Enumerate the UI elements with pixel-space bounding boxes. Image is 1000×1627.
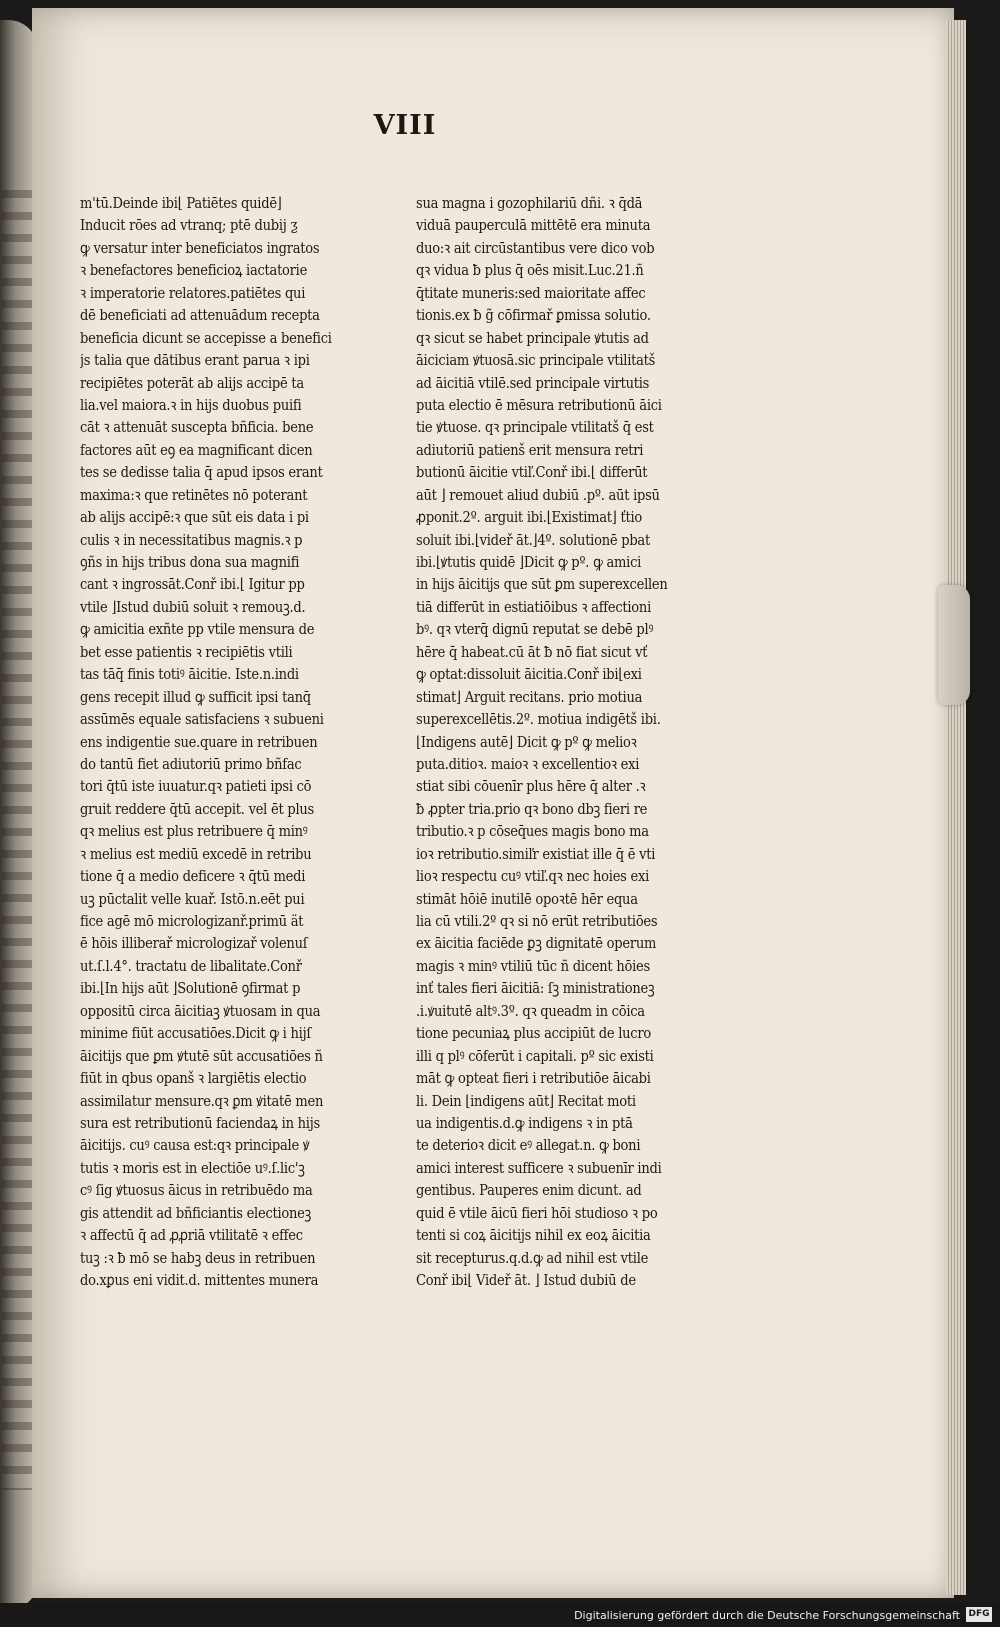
text-line: ꝙ optat:dissoluit āicitia.Conř ibi⌊exi bbox=[416, 665, 642, 684]
text-line: āicitijs que ꝑm ꝟtutē sūt accusatiōes ñ bbox=[80, 1046, 323, 1065]
text-line: quid ē vtile āicū fieri hōi studioso ꝛ po bbox=[416, 1203, 658, 1222]
text-line: ꝛ imperatorie relatores.patiētes qui bbox=[80, 283, 306, 302]
text-line: ibi.⌊In hijs aūt ⌋Solutionē ꝯfirmat p bbox=[80, 979, 301, 998]
text-line: stiat sibi cōuenīr plus hēre q̄ alter .ꝛ bbox=[416, 777, 646, 796]
text-line: factores aūt eꝯ ea magnificant dicen bbox=[80, 440, 313, 459]
text-line: ꝛ affectū q̄ ad ꝓꝓriā vtilitatē ꝛ effec bbox=[80, 1226, 303, 1245]
text-line: tionis.ex ƀ g̃ cōfirmař ꝑmissa solutio. bbox=[416, 306, 651, 325]
text-line: recipiētes poterāt ab alijs accipē ta bbox=[80, 373, 304, 392]
text-line: ut.ſ.l.4°. tractatu de libalitate.Conř bbox=[80, 956, 302, 975]
text-line: beneficia dicunt se accepisse a benefici bbox=[80, 328, 332, 347]
text-line: gis attendit ad bñficiantis electioneꝫ bbox=[80, 1203, 312, 1222]
text-line: butionū āicitie vtiľ.Conř ibi.⌊ differūt bbox=[416, 463, 648, 482]
text-line: stimāt hōiē inutilē opoꝛtē hēr equa bbox=[416, 889, 638, 908]
text-line: assūmēs equale satisfaciens ꝛ subueni bbox=[80, 710, 324, 729]
text-line: lia.vel maiora.ꝛ in hijs duobus puifi bbox=[80, 395, 302, 414]
text-line: puta electio ē mēsura retributionū āici bbox=[416, 395, 662, 414]
text-line: tas tāq̄ finis totiꝰ āicitie. Iste.n.indi bbox=[80, 665, 299, 684]
text-line: ē hōis illiberař micrologizař volenuſ bbox=[80, 934, 308, 953]
text-line: aūt ⌋ remouet aliud dubiū .pº. aūt ipsū bbox=[416, 485, 660, 504]
text-line: m'tū.Deinde ibi⌊ Patiētes quidē⌋ bbox=[80, 194, 282, 212]
text-line: .i.ꝟuitutē altꝰ.3º. qꝛ queadm in cōica bbox=[416, 1001, 645, 1020]
text-line: magis ꝛ minꝰ vtiliū tūc ñ dicent hōies bbox=[416, 956, 650, 975]
text-line: q̄titate muneris:sed maioritate affec bbox=[416, 283, 646, 302]
text-line: minime fiūt accusatiōes.Dicit ꝙ i hijſ bbox=[80, 1024, 311, 1043]
text-line: bet esse patientis ꝛ recipiētis vtili bbox=[80, 642, 293, 661]
text-line: ua indigentis.d.ꝙ indigens ꝛ in ptā bbox=[416, 1113, 633, 1132]
text-line: tes se dedisse talia q̄ apud ipsos erant bbox=[80, 463, 323, 482]
text-line: tione pecuniaꝝ plus accipiūt de lucro bbox=[416, 1024, 651, 1043]
text-line: tione q̄ a medio deficere ꝛ q̄tū medi bbox=[80, 867, 306, 886]
folio-number: VIII bbox=[373, 110, 437, 141]
text-line: qꝛ sicut se habet principale ꝟtutis ad bbox=[416, 328, 649, 347]
text-line: ꝛ melius est mediū excedē in retribu bbox=[80, 844, 312, 863]
dfg-logo: DFG bbox=[966, 1607, 992, 1622]
text-line: sura est retributionū faciendaꝝ in hijs bbox=[80, 1113, 320, 1132]
text-line: gentibus. Pauperes enim dicunt. ad bbox=[416, 1181, 642, 1200]
text-line: vtile ⌋Istud dubiū soluit ꝛ remouꝫ.d. bbox=[80, 597, 306, 616]
text-line: āicitijs. cuꝰ causa est:qꝛ principale ꝟ bbox=[80, 1136, 310, 1155]
page-clip bbox=[938, 585, 970, 705]
text-line: ƀ ꝓpter tria.prio qꝛ bono dbꝫ fieri re bbox=[416, 799, 648, 818]
text-line: ioꝛ retributio.simiľr existiat ille q̄ ē vti bbox=[416, 844, 656, 863]
text-line: fiūt in qbus opanš ꝛ largiētis electio bbox=[80, 1069, 307, 1088]
text-line: assimilatur mensure.qꝛ ꝑm ꝟitatē men bbox=[80, 1091, 324, 1110]
previous-page-text bbox=[2, 190, 36, 1490]
right-text-column bbox=[416, 192, 731, 1291]
text-line: sit recepturus.q.d.ꝙ ad nihil est vtile bbox=[416, 1248, 649, 1267]
text-line: qꝛ melius est plus retribuere q̄ minꝰ bbox=[80, 822, 308, 841]
text-line: ꝓponit.2º. arguit ibi.⌊Existimat⌋ ťtio bbox=[416, 508, 643, 527]
text-line: illi q plꝰ cōferūt i capitali. pº sic existi bbox=[416, 1046, 654, 1065]
text-line: hēre q̄ habeat.cū āt ƀ nō fiat sicut vť bbox=[416, 642, 648, 661]
text-line: te deterioꝛ dicit eꝰ allegat.n. ꝙ boni bbox=[416, 1136, 641, 1155]
text-line: ꝙ amicitia exñte pp vtile mensura de bbox=[80, 620, 315, 639]
text-line: fice agē mō micrologizanř.primū ät bbox=[80, 912, 304, 930]
text-line: ex āicitia faciēde ꝑꝫ dignitatē operum bbox=[416, 934, 657, 953]
text-line: ad āicitiā vtilē.sed principale virtutis bbox=[416, 373, 650, 392]
text-line: tori q̄tū iste iuuatur.qꝛ patieti ipsi cō bbox=[80, 777, 312, 796]
text-line: ꝛ benefactores beneficioꝝ iactatorie bbox=[80, 261, 308, 280]
text-line: ꝯñs in hijs tribus dona sua magnifi bbox=[80, 553, 300, 571]
text-line: dē beneficiati ad attenuādum recepta bbox=[80, 306, 320, 325]
text-line: tuꝫ :ꝛ ƀ mō se habꝫ deus in retribuen bbox=[80, 1248, 316, 1267]
text-line: lioꝛ respectu cuꝰ vtiľ.qꝛ nec hoies exi bbox=[416, 867, 650, 886]
text-line: tenti si coꝝ āicitijs nihil ex eoꝝ āicitia bbox=[416, 1226, 651, 1245]
text-line: tiā differūt in estiatiōibus ꝛ affectioni bbox=[416, 597, 651, 616]
text-line: āiciciam ꝟtuosā.sic principale vtilitatš bbox=[416, 351, 656, 370]
text-line: Conř ibi⌊ Videř āt. ⌋ Istud dubiū de bbox=[416, 1271, 636, 1289]
text-line: Inducit rōes ad vtranq; ptē dubij ƺ bbox=[80, 216, 298, 235]
text-line: tie ꝟtuose. qꝛ principale vtilitatš q̄ est bbox=[416, 418, 654, 437]
text-line: do tantū fiet adiutoriū primo bñfac bbox=[80, 754, 302, 773]
text-line: maxima:ꝛ que retinētes nō poterant bbox=[80, 485, 308, 504]
text-line: oppositū circa āicitiaꝫ ꝟtuosam in qua bbox=[80, 1001, 321, 1020]
text-line: ꝙ versatur inter beneficiatos ingratos bbox=[80, 238, 320, 257]
text-line: cāt ꝛ attenuāt suscepta bñficia. bene bbox=[80, 418, 314, 437]
text-line: māt ꝙ opteat fieri i retributiōe āicabi bbox=[416, 1069, 651, 1088]
text-line: stimat⌋ Arguit recitans. prio motiua bbox=[416, 687, 643, 706]
text-line: in hijs āicitijs que sūt ꝑm superexcellen bbox=[416, 575, 668, 594]
text-line: gens recepit illud ꝙ sufficit ipsi tanq̄ bbox=[80, 687, 311, 706]
text-line: amici interest sufficere ꝛ subuenīr indi bbox=[416, 1158, 662, 1177]
text-line: ens indigentie sue.quare in retribuen bbox=[80, 732, 318, 751]
footer-credit: Digitalisierung gefördert durch die Deutsche Forschungsgemeinschaft bbox=[574, 1609, 960, 1622]
text-line: js talia que dātibus erant parua ꝛ ipi bbox=[80, 351, 310, 370]
text-line: viduā pauperculā mittētē era minuta bbox=[416, 216, 651, 235]
text-line: bꝰ. qꝛ vterq̄ dignū reputat se debē plꝰ bbox=[416, 620, 654, 639]
text-line: ⌊Indigens autē⌋ Dicit ꝙ pº ꝙ melioꝛ bbox=[416, 732, 637, 751]
text-line: duo:ꝛ ait circūstantibus vere dico vob bbox=[416, 238, 655, 257]
text-line: tributio.ꝛ p cōseq̄ues magis bono ma bbox=[416, 822, 649, 841]
text-line: cꝰ ſig ꝟtuosus āicus in retribuēdo ma bbox=[80, 1181, 313, 1200]
text-line: culis ꝛ in necessitatibus magnis.ꝛ p bbox=[80, 530, 303, 549]
text-line: inť tales fieri āicitiā: ſꝫ ministrationeꝫ bbox=[416, 979, 655, 998]
text-line: gruit reddere q̄tū accepit. vel ēt plus bbox=[80, 799, 314, 818]
text-line: qꝛ vidua ƀ plus q̄ oēs misit.Luc.21.ñ bbox=[416, 261, 644, 280]
text-line: sua magna i gozophilariū dñi. ꝛ q̄dā bbox=[416, 194, 643, 212]
text-line: cant ꝛ ingrossāt.Conř ibi.⌊ Igitur pp bbox=[80, 575, 305, 594]
left-text-column bbox=[80, 192, 380, 1291]
text-line: soluit ibi.⌊videř āt.⌋4º. solutionē pbat bbox=[416, 530, 650, 549]
text-line: do.xꝑus eni vidit.d. mittentes munera bbox=[80, 1271, 319, 1289]
text-line: uꝫ pūctalit velle kuař. Istō.n.eēt pui bbox=[80, 889, 305, 908]
text-line: superexcellētis.2º. motiua indigētš ibi. bbox=[416, 710, 661, 729]
text-line: tutis ꝛ moris est in electiōe uꝰ.ſ.lic'ꝫ bbox=[80, 1158, 305, 1177]
text-line: ibi.⌊ꝟtutis quidē ⌋Dicit ꝙ pº. ꝙ amici bbox=[416, 553, 642, 571]
text-line: ab alijs accipē:ꝛ que sūt eis data i pi bbox=[80, 508, 309, 527]
text-line: adiutoriū patienš erit mensura retri bbox=[416, 440, 644, 459]
text-line: puta.ditioꝛ. maioꝛ ꝛ excellentioꝛ exi bbox=[416, 754, 640, 773]
page-stack-edges bbox=[946, 20, 966, 1595]
text-line: lia cū vtili.2º qꝛ si nō erūt retributiōes bbox=[416, 912, 658, 930]
text-line: li. Dein ⌊indigens aūt⌋ Recitat moti bbox=[416, 1091, 636, 1110]
